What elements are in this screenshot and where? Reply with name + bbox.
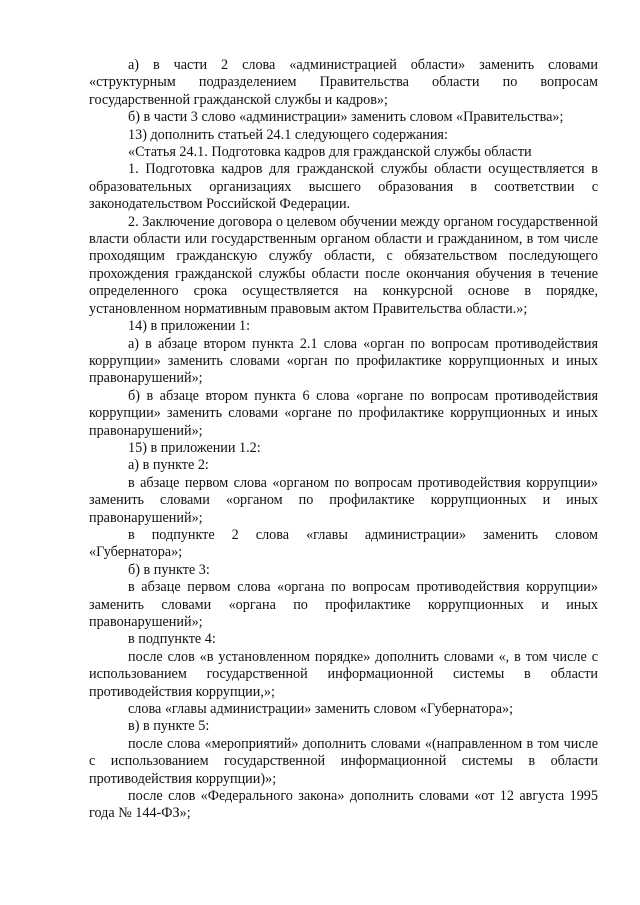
paragraph-part2-amendment: а) в части 2 слова «администрацией области» заменить словами «структурным подразделением Правительства области по вопросам государственной гражданской службы и кадров»; bbox=[89, 57, 598, 108]
paragraph-15v-after-word: после слова «мероприятий» дополнить словами «(направленном в том числе с использованием государственной информационной системы в области противодействия коррупции)»; bbox=[89, 735, 598, 787]
paragraph-item-14b: б) в абзаце втором пункта 6 слова «органе по вопросам противодействия коррупции» заменить словами «органе по профилактике коррупционных и иных правонарушений»; bbox=[89, 387, 598, 439]
paragraph-15b-after-words: после слов «в установленном порядке» дополнить словами «, в том числе с использованием государственной информационной системы в области противодействия коррупции,»; bbox=[89, 648, 598, 700]
paragraph-item-15v: в) в пункте 5: bbox=[128, 718, 210, 735]
paragraph-item-14a: а) в абзаце втором пункта 2.1 слова «орган по вопросам противодействия коррупции» заменить словами «орган по профилактике коррупционных и иных правонарушений»; bbox=[89, 335, 598, 387]
paragraph-part3-amendment: б) в части 3 слово «администрации» заменить словом «Правительства»; bbox=[128, 109, 564, 126]
paragraph-item-15a: а) в пункте 2: bbox=[128, 457, 209, 474]
paragraph-15a-subitem-2: в подпункте 2 слова «главы администрации» заменить словом «Губернатора»; bbox=[89, 526, 598, 561]
paragraph-15a-first-abzac: в абзаце первом слова «органом по вопросам противодействия коррупции» заменить словами «органом по профилактике коррупционных и иных правонарушений»; bbox=[89, 474, 598, 526]
paragraph-15b-replace-words: слова «главы администрации» заменить словом «Губернатора»; bbox=[128, 701, 514, 718]
paragraph-item-13: 13) дополнить статьей 24.1 следующего содержания: bbox=[128, 126, 448, 143]
article-24-1-clause-2: 2. Заключение договора о целевом обучении между органом государственной власти области или государственным органом области и гражданином, в том числе проходящим гражданскую службу области, с обязательством последующего прохождения гражданской службы области после окончания обучения в течение определенного срока осуществляется на конкурсной основе в порядке, установленном нормативным правовым актом Правительства области.»; bbox=[89, 213, 598, 317]
paragraph-15v-after-law: после слов «Федерального закона» дополнить словами «от 12 августа 1995 года № 144-ФЗ»; bbox=[89, 788, 598, 822]
paragraph-item-15: 15) в приложении 1.2: bbox=[128, 439, 261, 456]
paragraph-15b-first-abzac: в абзаце первом слова «органа по вопросам противодействия коррупции» заменить словами «органа по профилактике коррупционных и иных правонарушений»; bbox=[89, 579, 598, 630]
paragraph-15b-subitem-4: в подпункте 4: bbox=[128, 631, 216, 648]
article-24-1-clause-1: 1. Подготовка кадров для гражданской службы области осуществляется в образовательных организациях высшего образования в соответствии с законодательством Российской Федерации. bbox=[89, 161, 598, 213]
article-24-1-heading: «Статья 24.1. Подготовка кадров для гражданской службы области bbox=[128, 144, 532, 161]
paragraph-item-14: 14) в приложении 1: bbox=[128, 318, 251, 335]
paragraph-item-15b: б) в пункте 3: bbox=[128, 561, 210, 578]
